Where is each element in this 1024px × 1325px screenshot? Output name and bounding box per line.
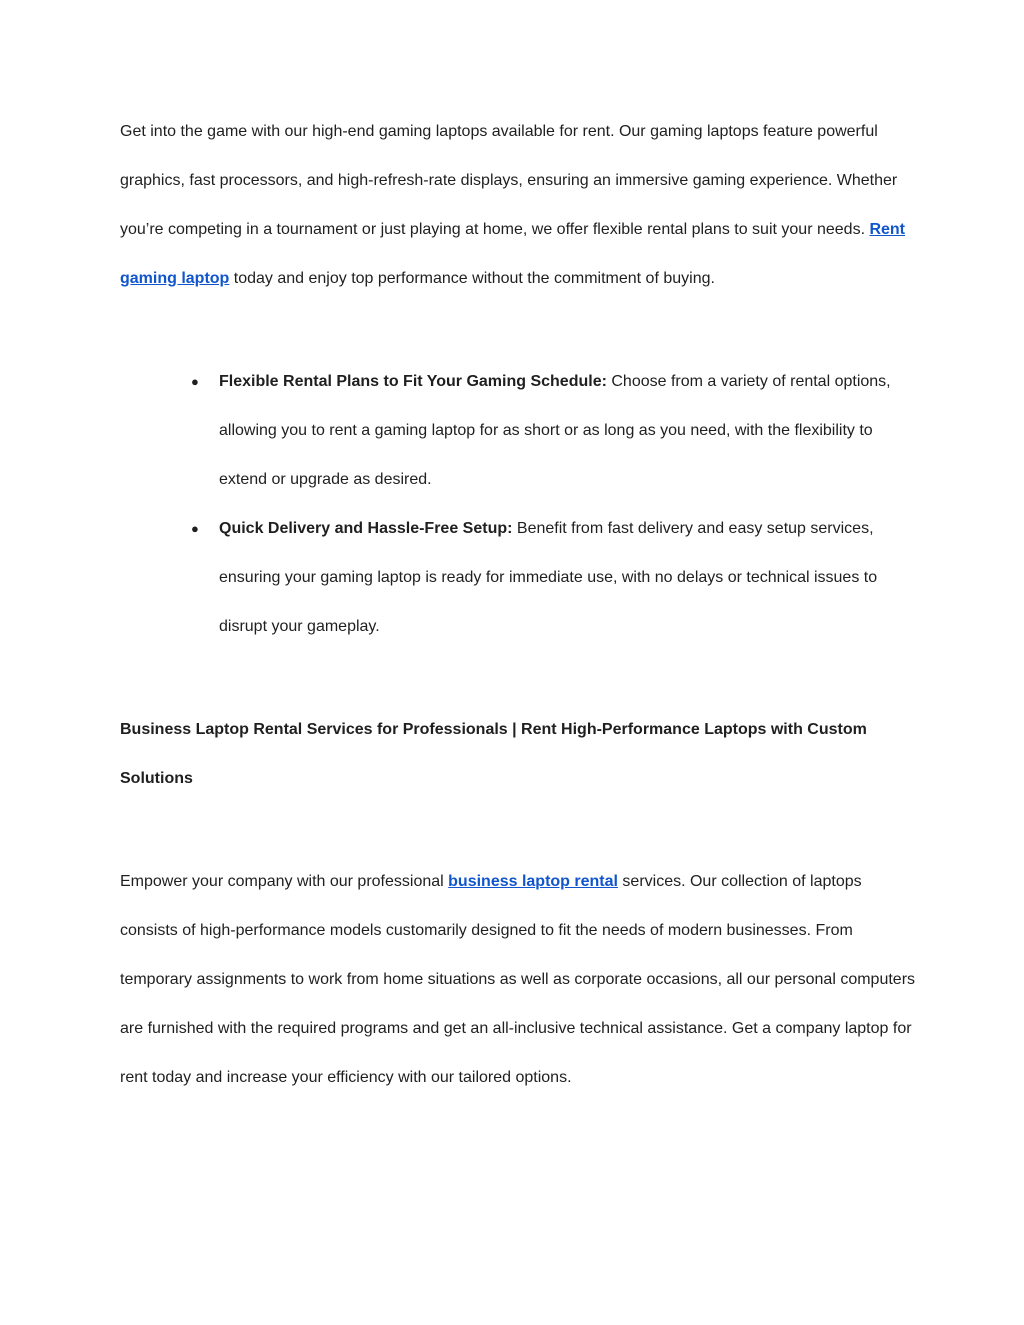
intro-text-start: Get into the game with our high-end gaming laptops available for rent. Our gaming laptops feature powerful graphics, fast processors, and high-refresh-rate displays, ensuring an immersive gaming experience. Whether you’re competing in a tournament or just playing at home, we offer flexible rental plans to suit your needs. xyxy=(120,123,898,238)
list-item-title: Flexible Rental Plans to Fit Your Gaming Schedule: xyxy=(219,373,607,390)
business-paragraph xyxy=(120,857,920,1102)
list-item-body: Benefit from fast delivery and easy setup services, ensuring your gaming laptop is ready for immediate use, with no delays or technical issues to disrupt your gameplay. xyxy=(219,520,878,635)
paragraph-gap xyxy=(120,651,920,705)
rent-gaming-laptop-link[interactable]: Rent gaming laptop xyxy=(120,221,906,287)
intro-text-end: today and enjoy top performance without the commitment of buying. xyxy=(229,270,715,287)
business-laptop-rental-link[interactable]: business laptop rental xyxy=(448,873,618,890)
document-page xyxy=(120,107,920,1102)
business-text-end: services. Our collection of laptops consists of high-performance models customarily designed to fit the needs of modern businesses. From temporary assignments to work from home situations as well as corporate occasions, all our personal computers are furnished with the required programs and get an all-inclusive technical assistance. Get a company laptop for rent today and increase your efficiency with our tailored options. xyxy=(120,873,916,1086)
section-heading: Business Laptop Rental Services for Professionals | Rent High-Performance Laptops with Custom Solutions xyxy=(120,721,867,787)
list-item-body: Choose from a variety of rental options, allowing you to rent a gaming laptop for as short or as long as you need, with the flexibility to extend or upgrade as desired. xyxy=(219,373,891,488)
paragraph-gap xyxy=(120,803,920,857)
list-item xyxy=(191,504,920,651)
intro-paragraph xyxy=(120,107,920,303)
paragraph-gap xyxy=(120,303,920,357)
bullet-icon: ● xyxy=(191,374,199,389)
list-item-title: Quick Delivery and Hassle-Free Setup: xyxy=(219,520,513,537)
feature-list xyxy=(120,357,920,651)
list-item xyxy=(191,357,920,504)
business-text-start: Empower your company with our professional xyxy=(120,873,449,890)
bullet-icon: ● xyxy=(191,521,199,536)
